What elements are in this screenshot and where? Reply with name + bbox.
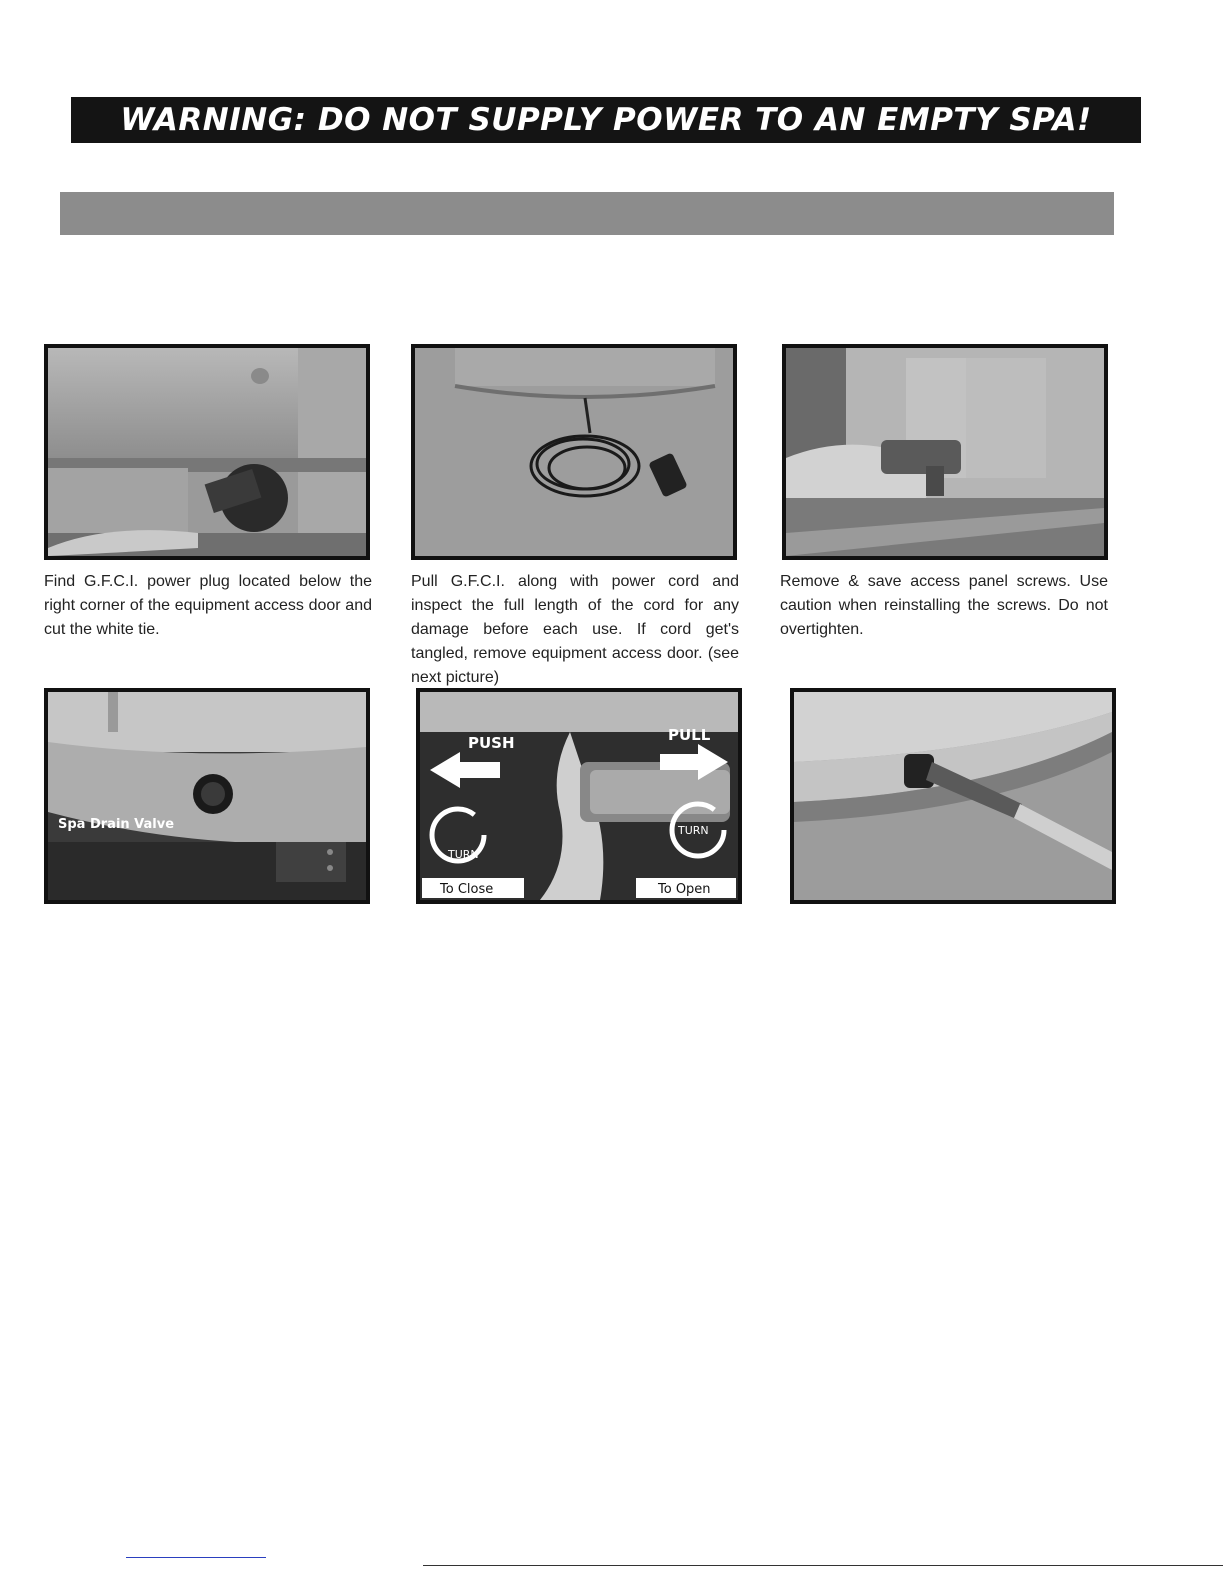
photo-drain-hose: [790, 688, 1116, 904]
photo-valve-open-close: [416, 688, 742, 904]
photo-gfci-plug: [44, 344, 370, 560]
caption-step-2: Pull G.F.C.I. along with power cord and inspect the full length of the cord for any damage before each use. If cord get's tangled, remove equipment access door. (see next picture): [411, 573, 739, 686]
turn-right-label: TURN: [678, 824, 709, 837]
warning-banner: WARNING: DO NOT SUPPLY POWER TO AN EMPTY SPA!: [71, 97, 1141, 143]
photo-power-cord: [411, 344, 737, 560]
pull-label: PULL: [668, 726, 711, 744]
to-open-label: To Open: [658, 882, 711, 897]
turn-left-label: TURN: [448, 848, 479, 861]
caption-step-3: Remove & save access panel screws. Use caution when reinstalling the screws. Do not overtighten.: [780, 573, 1108, 638]
section-header-band: [60, 192, 1114, 235]
drain-valve-label: Spa Drain Valve: [58, 817, 175, 832]
footer-link-line: [126, 1557, 266, 1558]
photo-access-panel-screws: [782, 344, 1108, 560]
push-label: PUSH: [468, 734, 515, 752]
photo-spa-drain-valve: [44, 688, 370, 904]
caption-step-1: Find G.F.C.I. power plug located below the right corner of the equipment access door and cut the white tie.: [44, 573, 372, 638]
footer-rule: [423, 1565, 1223, 1566]
to-close-label: To Close: [440, 882, 494, 897]
